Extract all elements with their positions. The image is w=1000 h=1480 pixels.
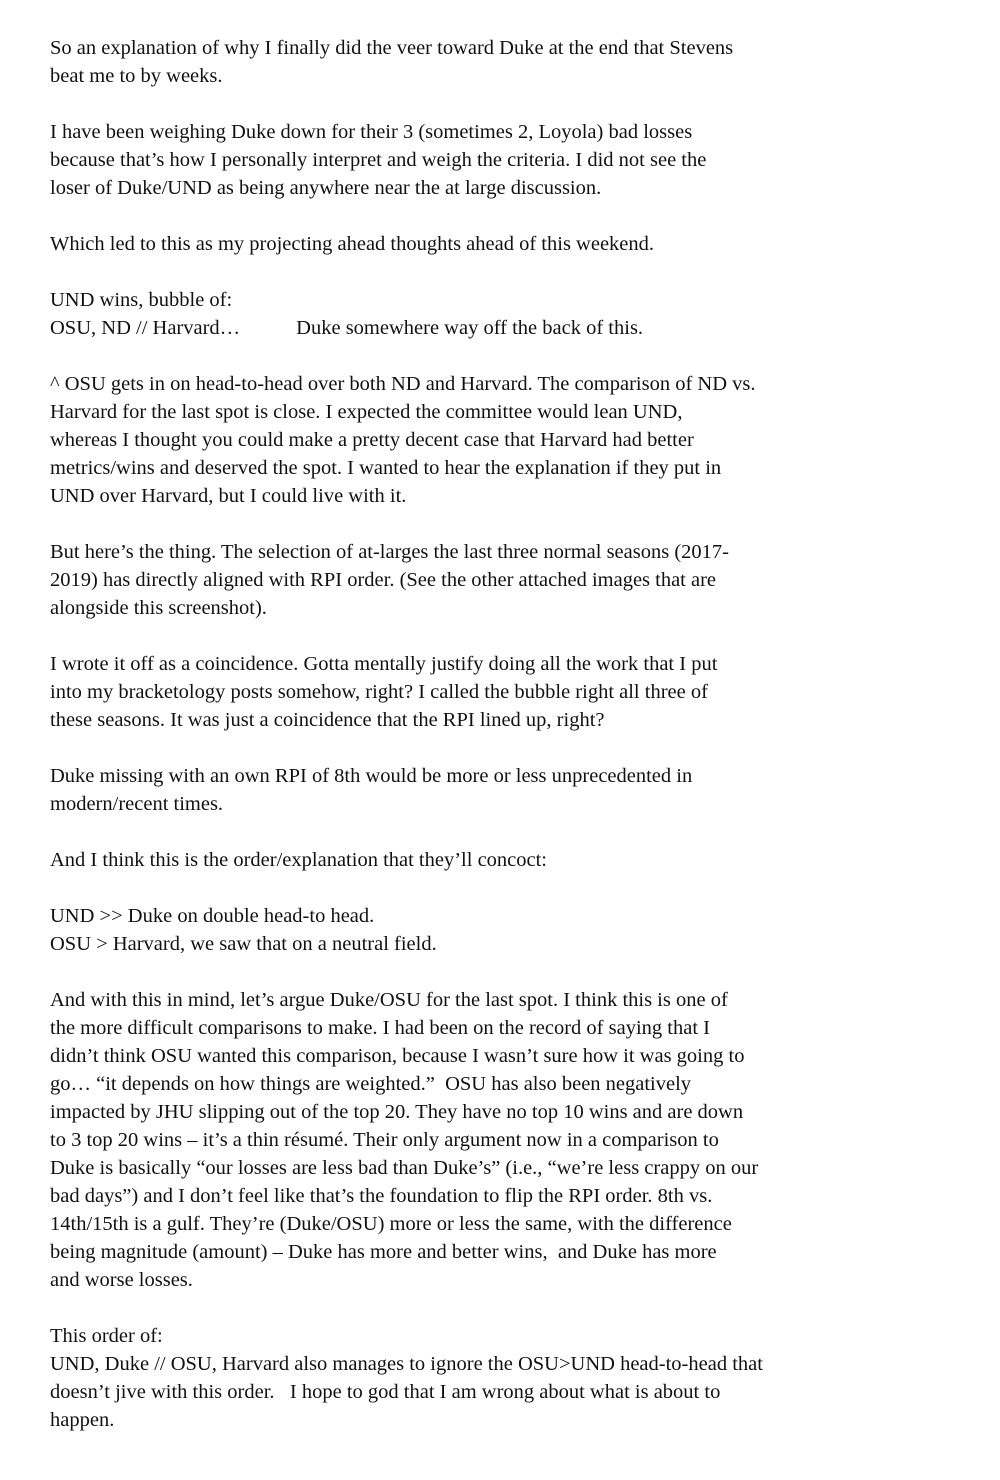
text-line: happen. — [50, 1409, 115, 1431]
text-line: metrics/wins and deserved the spot. I wanted to hear the explanation if they put in — [50, 457, 722, 479]
text-line: beat me to by weeks. — [50, 65, 223, 87]
paragraph-coincidence — [50, 650, 950, 734]
text-line: Duke missing with an own RPI of 8th would be more or less unprecedented in — [50, 765, 693, 787]
bubble-note: Duke somewhere way off the back of this. — [296, 317, 644, 339]
text-line: into my bracketology posts somehow, right? I called the bubble right all three of — [50, 681, 708, 703]
text-line: go… “it depends on how things are weighted.” OSU has also been negatively — [50, 1073, 692, 1095]
paragraph-bubble — [50, 286, 950, 342]
text-line: whereas I thought you could make a pretty decent case that Harvard had better — [50, 429, 694, 451]
text-line: UND wins, bubble of: — [50, 289, 233, 311]
text-line: modern/recent times. — [50, 793, 224, 815]
text-line: to 3 top 20 wins – it’s a thin résumé. Their only argument now in a comparison to — [50, 1129, 719, 1151]
text-line: UND >> Duke on double head-to head. — [50, 905, 375, 927]
paragraph-intro — [50, 34, 950, 90]
paragraph-order-explanation — [50, 846, 950, 874]
paragraph-duke-missing — [50, 762, 950, 818]
text-line: didn’t think OSU wanted this comparison, because I wasn’t sure how it was going to — [50, 1045, 745, 1067]
paragraph-comparisons — [50, 902, 950, 958]
text-line: because that’s how I personally interpret and weigh the criteria. I did not see the — [50, 149, 707, 171]
text-line: being magnitude (amount) – Duke has more and better wins, and Duke has more — [50, 1241, 717, 1263]
bubble-line — [50, 314, 950, 342]
text-line: Harvard for the last spot is close. I expected the committee would lean UND, — [50, 401, 683, 423]
text-line: But here’s the thing. The selection of at-larges the last three normal seasons (2017- — [50, 541, 729, 563]
text-line: So an explanation of why I finally did the veer toward Duke at the end that Stevens — [50, 37, 734, 59]
text-line: 14th/15th is a gulf. They’re (Duke/OSU) more or less the same, with the difference — [50, 1213, 732, 1235]
paragraph-conclusion — [50, 1322, 950, 1434]
text-line: the more difficult comparisons to make. I had been on the record of saying that I — [50, 1017, 710, 1039]
text-line: UND over Harvard, but I could live with it. — [50, 485, 407, 507]
paragraph-projecting — [50, 230, 950, 258]
bubble-teams: OSU, ND // Harvard… — [50, 317, 241, 339]
text-line: loser of Duke/UND as being anywhere near the at large discussion. — [50, 177, 602, 199]
paragraph-duke-osu-argument — [50, 986, 950, 1294]
text-line: 2019) has directly aligned with RPI order. (See the other attached images that are — [50, 569, 717, 591]
text-line: alongside this screenshot). — [50, 597, 267, 619]
text-line: And with this in mind, let’s argue Duke/OSU for the last spot. I think this is one of — [50, 989, 728, 1011]
paragraph-weighing — [50, 118, 950, 202]
document-page — [50, 34, 950, 1462]
text-line: OSU > Harvard, we saw that on a neutral field. — [50, 933, 437, 955]
text-line: bad days”) and I don’t feel like that’s the foundation to flip the RPI order. 8th vs. — [50, 1185, 713, 1207]
text-line: I have been weighing Duke down for their 3 (sometimes 2, Loyola) bad losses — [50, 121, 693, 143]
text-line: Which led to this as my projecting ahead thoughts ahead of this weekend. — [50, 233, 655, 255]
text-line: And I think this is the order/explanation that they’ll concoct: — [50, 849, 548, 871]
text-line: these seasons. It was just a coincidence that the RPI lined up, right? — [50, 709, 605, 731]
text-line: UND, Duke // OSU, Harvard also manages to ignore the OSU>UND head-to-head that — [50, 1353, 763, 1375]
text-line: I wrote it off as a coincidence. Gotta mentally justify doing all the work that I put — [50, 653, 718, 675]
paragraph-rpi-order — [50, 538, 950, 622]
text-line: impacted by JHU slipping out of the top 20. They have no top 10 wins and are down — [50, 1101, 744, 1123]
text-line: ^ OSU gets in on head-to-head over both ND and Harvard. The comparison of ND vs. — [50, 373, 756, 395]
text-line: Duke is basically “our losses are less bad than Duke’s” (i.e., “we’re less crappy on our — [50, 1157, 759, 1179]
paragraph-osu-head-to-head — [50, 370, 950, 510]
text-line: doesn’t jive with this order. I hope to god that I am wrong about what is about to — [50, 1381, 721, 1403]
text-line: This order of: — [50, 1325, 163, 1347]
text-line: and worse losses. — [50, 1269, 193, 1291]
